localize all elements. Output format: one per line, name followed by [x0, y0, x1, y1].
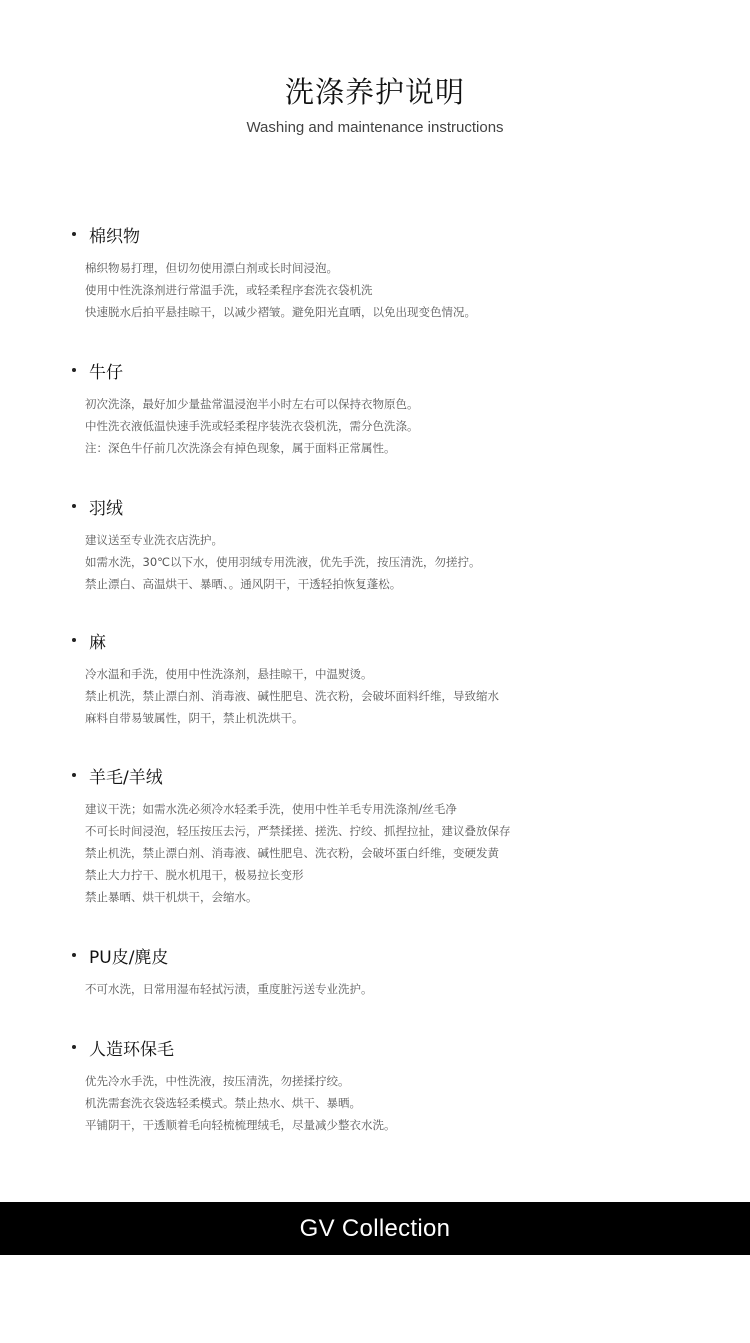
section-header	[68, 762, 688, 788]
section-title: 棉织物	[89, 226, 140, 247]
instruction-line: 机洗需套洗衣袋选轻柔模式。禁止热水、烘干、暴晒。	[85, 1096, 361, 1110]
section-lines	[85, 257, 688, 323]
instruction-line: 建议送至专业洗衣店洗护。	[85, 533, 223, 547]
section-lines	[85, 978, 688, 1000]
section-header	[68, 221, 688, 247]
instruction-line: 禁止漂白、高温烘干、暴晒、。通风阴干，干透轻拍恢复蓬松。	[85, 577, 402, 591]
section-pu-suede	[68, 942, 688, 1000]
section-title: 麻	[89, 632, 106, 653]
section-cotton	[68, 221, 688, 323]
instruction-line: 冷水温和手洗，使用中性洗涤剂，悬挂晾干，中温熨烫。	[85, 667, 373, 681]
bullet-dot-icon	[72, 773, 76, 777]
section-lines	[85, 393, 688, 459]
section-lines	[85, 529, 688, 595]
instruction-line: 不可水洗，日常用湿布轻拭污渍，重度脏污送专业洗护。	[85, 982, 373, 996]
brand-name: GV Collection	[299, 1214, 451, 1242]
section-linen	[68, 627, 688, 729]
instruction-line: 不可长时间浸泡，轻压按压去污，严禁揉搓、搓洗、拧绞、抓捏拉扯，建议叠放保存	[85, 824, 511, 838]
section-wool	[68, 762, 688, 908]
section-lines	[85, 1070, 688, 1136]
section-header	[68, 493, 688, 519]
section-title: 羽绒	[89, 498, 123, 519]
bullet-dot-icon	[72, 368, 76, 372]
page-subtitle: Washing and maintenance instructions	[246, 119, 504, 136]
instruction-line: 优先冷水手洗，中性洗液，按压清洗，勿搓揉拧绞。	[85, 1074, 350, 1088]
section-header	[68, 942, 688, 968]
instruction-line: 使用中性洗涤剂进行常温手洗，或轻柔程序套洗衣袋机洗	[85, 283, 373, 297]
section-lines	[85, 798, 688, 908]
instruction-line: 中性洗衣液低温快速手洗或轻柔程序装洗衣袋机洗，需分色洗涤。	[85, 419, 419, 433]
instruction-line: 初次洗涤，最好加少量盐常温浸泡半小时左右可以保持衣物原色。	[85, 397, 419, 411]
bullet-dot-icon	[72, 504, 76, 508]
instruction-line: 禁止大力拧干、脱水机甩干，极易拉长变形	[85, 868, 304, 882]
section-title: 人造环保毛	[89, 1039, 174, 1060]
instruction-line: 快速脱水后拍平悬挂晾干，以减少褶皱。避免阳光直晒，以免出现变色情况。	[85, 305, 476, 319]
section-faux-fur	[68, 1034, 688, 1136]
bullet-dot-icon	[72, 1045, 76, 1049]
instruction-line: 建议干洗；如需水洗必须冷水轻柔手洗，使用中性羊毛专用洗涤剂/丝毛净	[85, 802, 457, 816]
care-sections	[0, 221, 750, 1136]
instruction-line: 禁止机洗，禁止漂白剂、消毒液、碱性肥皂、洗衣粉，会破坏面料纤维，导致缩水	[85, 689, 499, 703]
section-lines	[85, 663, 688, 729]
instruction-line: 如需水洗，30℃以下水，使用羽绒专用洗液，优先手洗，按压清洗，勿搓拧。	[85, 555, 481, 569]
instruction-line: 禁止暴晒、烘干机烘干，会缩水。	[85, 890, 258, 904]
bullet-dot-icon	[72, 638, 76, 642]
section-title: 羊毛/羊绒	[89, 767, 163, 788]
section-header	[68, 1034, 688, 1060]
section-down	[68, 493, 688, 595]
section-title: 牛仔	[89, 362, 123, 383]
page-title: 洗涤养护说明	[284, 75, 465, 109]
section-denim	[68, 357, 688, 459]
page-header	[0, 72, 750, 138]
instruction-line: 平铺阴干，干透顺着毛向轻梳梳理绒毛，尽量减少整衣水洗。	[85, 1118, 396, 1132]
instruction-line: 麻料自带易皱属性，阴干，禁止机洗烘干。	[85, 711, 304, 725]
instruction-line: 注：深色牛仔前几次洗涤会有掉色现象，属于面料正常属性。	[85, 441, 396, 455]
brand-footer-bar	[0, 1202, 750, 1255]
bullet-dot-icon	[72, 953, 76, 957]
section-title: PU皮/麂皮	[89, 947, 169, 968]
instruction-line: 棉织物易打理，但切勿使用漂白剂或长时间浸泡。	[85, 261, 338, 275]
section-header	[68, 627, 688, 653]
section-header	[68, 357, 688, 383]
bullet-dot-icon	[72, 232, 76, 236]
instruction-line: 禁止机洗，禁止漂白剂、消毒液、碱性肥皂、洗衣粉，会破坏蛋白纤维，变硬发黄	[85, 846, 499, 860]
